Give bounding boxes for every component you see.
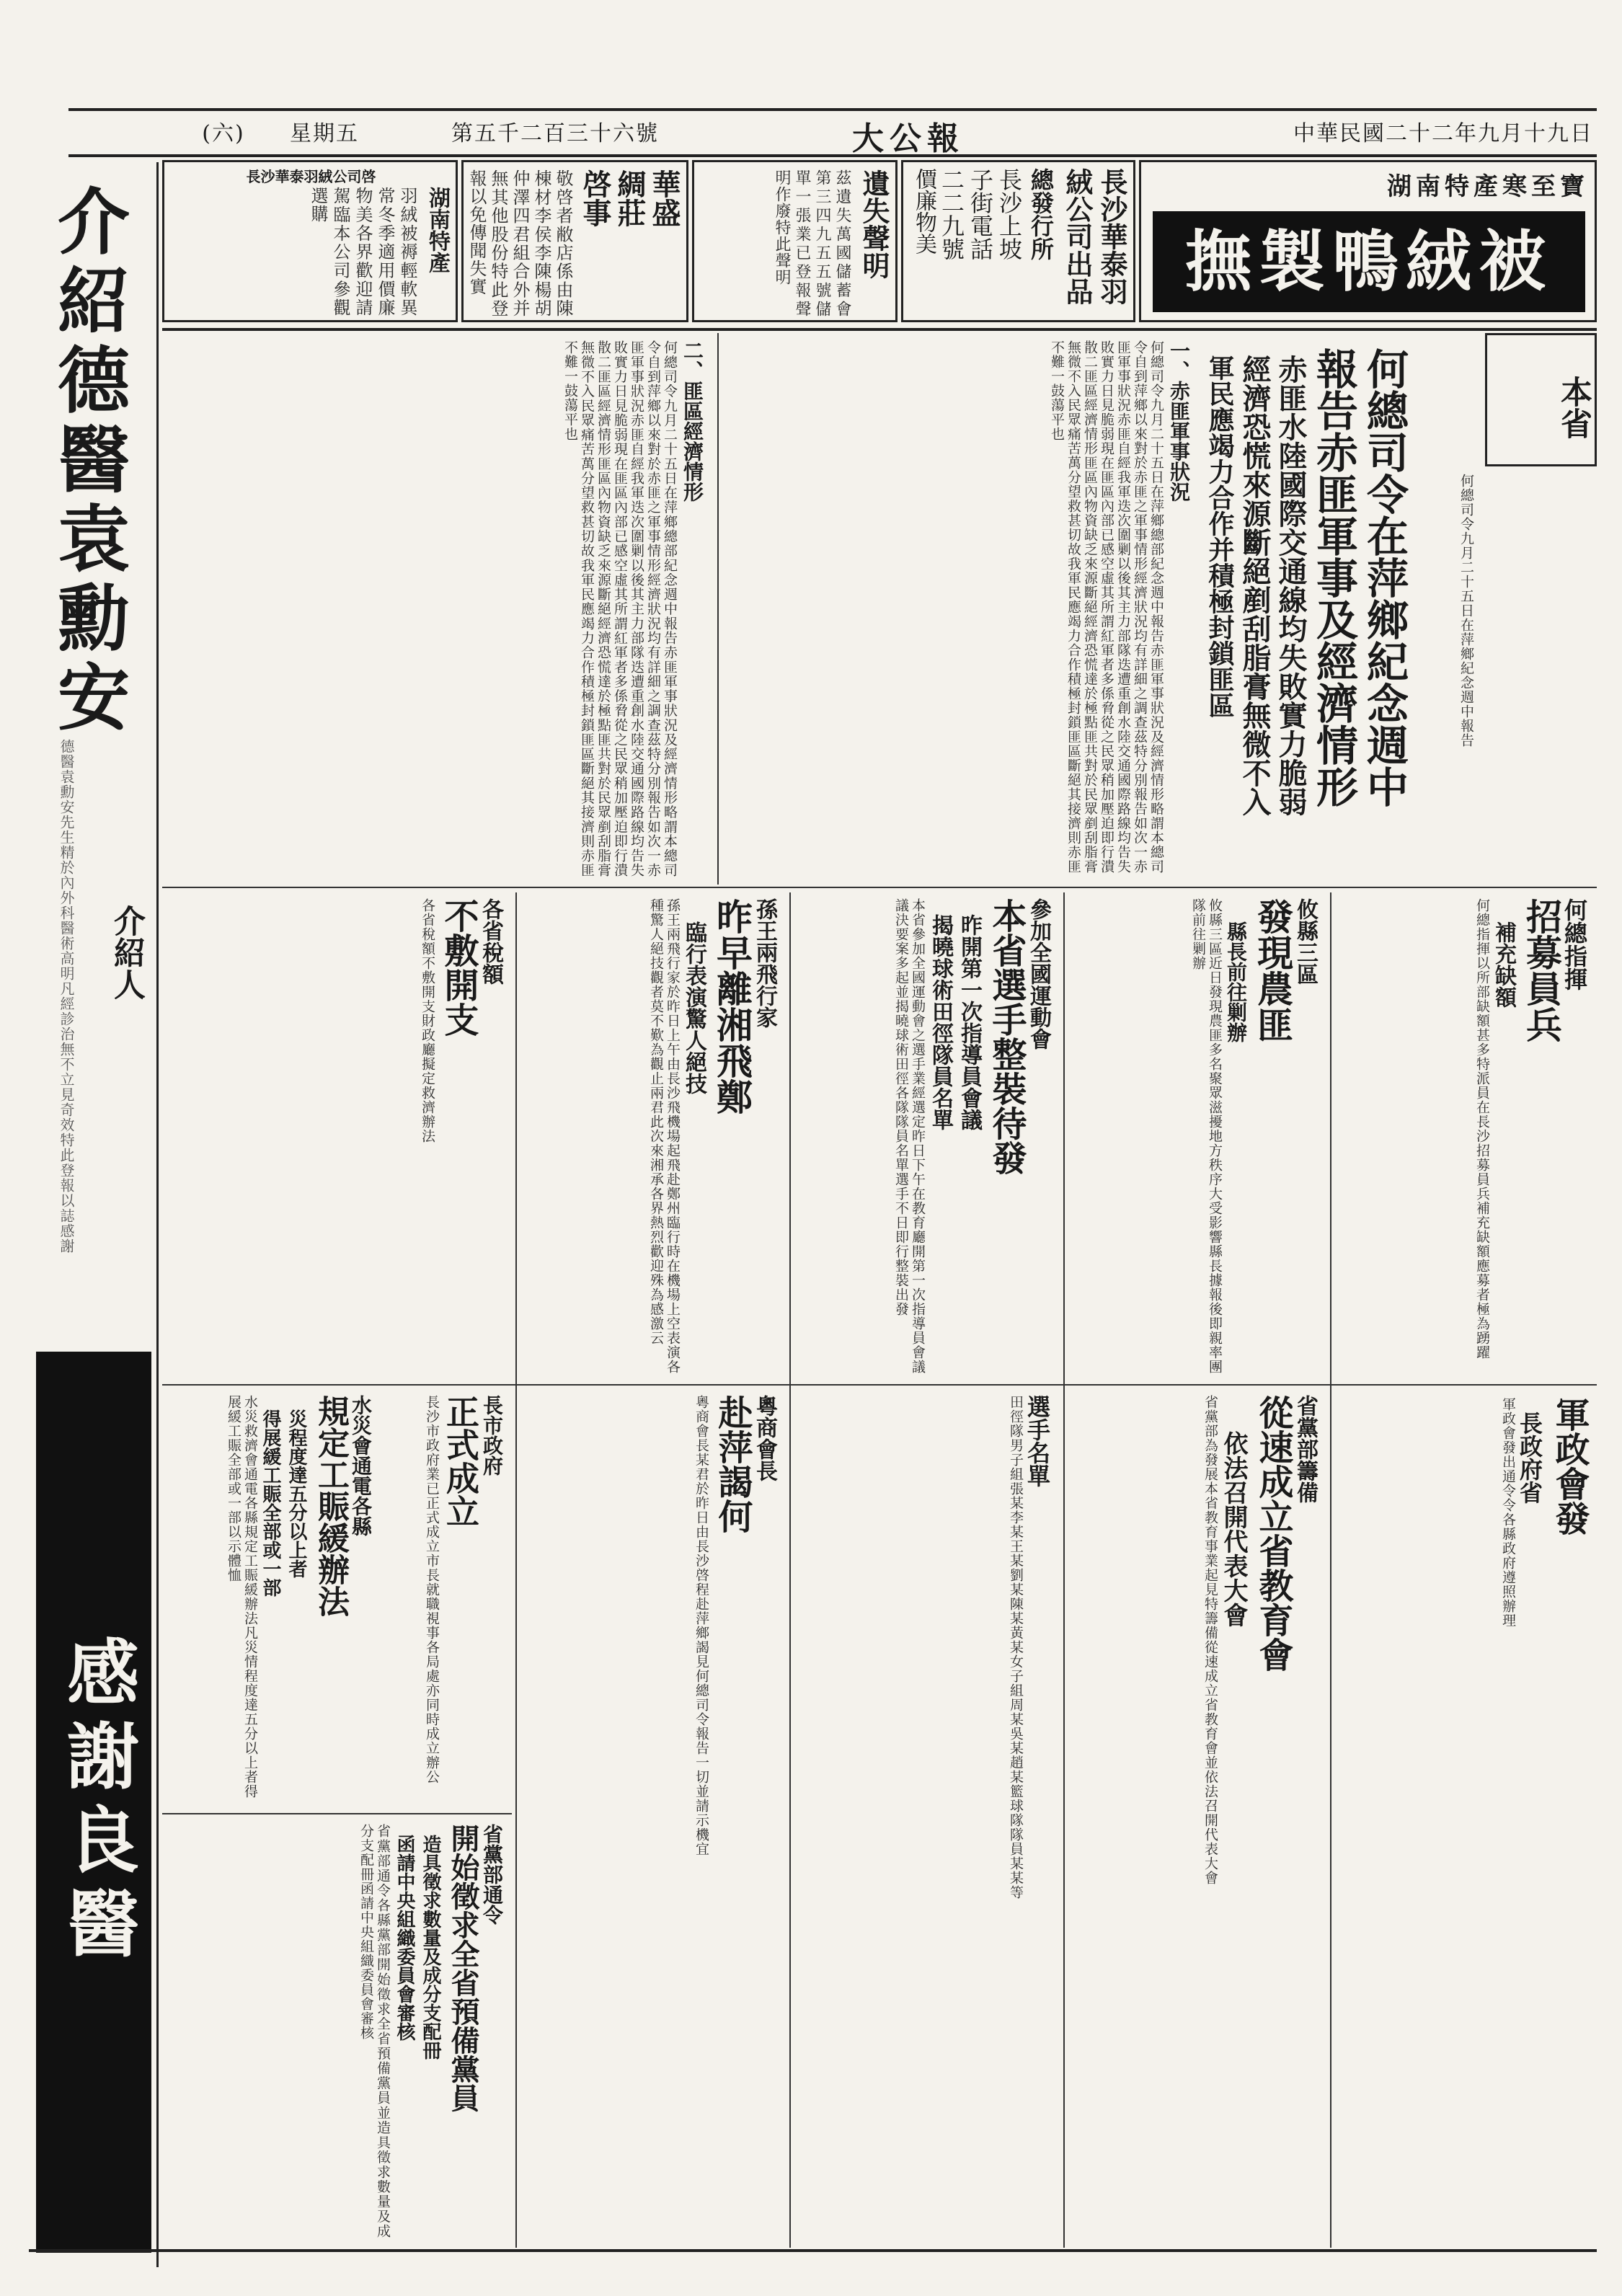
doctor-ad-title: 介紹德醫袁勳安 <box>45 184 130 739</box>
col-c-list-text: 田徑隊男子組張某李某王某劉某陳某黃某女子組周某吳某趙某籃球隊隊員某某等 <box>1008 1395 1024 1900</box>
col-e-story2-text: 軍政會發出通令令各縣政府遵照辦理 <box>1500 1397 1516 1628</box>
lower-story3-sub: 造具徵求數量及成分支配冊 <box>420 1835 441 2060</box>
col-b-story2-headline: 赴萍謁何 <box>712 1395 753 1533</box>
col-rule-c <box>789 892 791 2248</box>
col-d <box>1067 892 1326 1383</box>
col-rule-d <box>1063 892 1065 2248</box>
header-rule-top <box>68 108 1597 111</box>
col-rule-e <box>1330 892 1331 2248</box>
paper-name: 大公報 <box>852 120 965 157</box>
col-e-body: 何總指揮以所部缺額甚多特派員在長沙招募員兵補充缺額應募者極為踴躍 <box>1474 898 1490 1360</box>
col-a-text: 各省稅額不敷開支財政廳擬定救濟辦法 <box>420 898 435 1143</box>
main-headline-2: 報告赤匪軍事及經濟情形 <box>1309 347 1358 807</box>
col-a <box>162 892 512 1383</box>
lost-notice-title: 遺失聲明 <box>858 169 890 279</box>
page-bottom-rule <box>29 2249 1597 2252</box>
huatai-footer: 長沙華泰羽絨公司啓 <box>246 168 376 185</box>
main-story <box>721 333 1597 885</box>
col-e-headline: 招募員兵 <box>1520 898 1563 1042</box>
col-d-story2-kicker: 省黨部籌備 <box>1293 1395 1318 1503</box>
thanks-block: 感謝良醫 <box>36 1352 151 2253</box>
company-line-2: 絨公司出品 <box>1061 168 1094 305</box>
lower-story3-sub2: 函請中央組織委員會審核 <box>394 1835 415 2041</box>
col-b-kicker: 孫王兩飛行家 <box>752 898 777 1028</box>
col-b-headline: 昨早離湘飛鄭 <box>711 898 753 1114</box>
agency-address-1: 長沙上坡 <box>996 168 1023 260</box>
col-b-story2-kicker: 粵商會長 <box>752 1395 777 1481</box>
lost-notice-ad <box>692 160 898 322</box>
col-d-sub: 縣長前往剿辦 <box>1224 921 1248 1042</box>
doctor-ad-column <box>29 162 159 2267</box>
main-sub-1: 赤匪水陸國際交通線均失敗實力脆弱 <box>1274 355 1308 816</box>
lower-story1-kicker: 長市政府 <box>480 1395 504 1476</box>
col-d-story2-headline: 從速成立省教育會 <box>1253 1395 1293 1672</box>
agency-tail-1: 價廉物美 <box>911 168 936 254</box>
main-body-continued: 何總司令九月二十五日在萍鄉總部紀念週中報告赤匪軍事狀況及經濟情形略謂本總司令自到萍鄉以來對於赤匪之軍事情形經濟狀況均有詳細之調查茲特分別報告如次一赤匪軍事狀況赤匪自經我軍迭次圍剿以後其主力部隊迭遭重創水陸交通國際路線均告失敗實力日見脆弱現在匪區內部已感空虛其所謂紅軍者多係脅從之民眾稍加壓迫即行潰散二匪區經濟情形匪區內物資缺乏來源斷絕經濟恐慌達於極點匪共對於民眾剷刮脂膏無微不入民眾痛苦萬分望救甚切故我軍民應竭力合作積極封鎖匪區斷絕其接濟則赤匪不難一鼓蕩平也 <box>562 340 678 877</box>
col-a-kicker: 各省稅額 <box>478 898 503 985</box>
main-body: 何總司令九月二十五日在萍鄉總部紀念週中報告赤匪軍事狀況及經濟情形略謂本總司令自到萍鄉以來對於赤匪之軍事情形經濟狀況均有詳細之調查茲特分別報告如次一赤匪軍事狀況赤匪自經我軍迭次圍剿以後其主力部隊迭遭重創水陸交通國際路線均告失敗實力日見脆弱現在匪區內部已感空虛其所謂紅軍者多係脅從之民眾稍加壓迫即行潰散二匪區經濟情形匪區內物資缺乏來源斷絕經濟恐慌達於極點匪共對於民眾剷刮脂膏無微不入民眾痛苦萬分望救甚切故我軍民應竭力合作積極封鎖匪區斷絕其接濟則赤匪不難一鼓蕩平也 <box>1049 340 1164 874</box>
col-d-kicker: 攸縣三區 <box>1293 898 1318 985</box>
lower-story2-headline: 規定工賑緩辦法 <box>312 1395 349 1617</box>
col-d-story2 <box>1067 1388 1326 2246</box>
col-c-list <box>793 1388 1060 2246</box>
col-b <box>519 892 786 1383</box>
main-kicker: 本省 <box>1485 333 1597 466</box>
band-rule <box>162 328 1597 331</box>
lower-left-block <box>162 1388 512 2246</box>
col-a-headline: 不敷開支 <box>438 898 479 1037</box>
ad-brand-banner: 湖南特產寒至寶 <box>1387 172 1589 201</box>
col-c-body: 本省參加全國運動會之選手業經選定昨日下午在教育廳開第一次指導員會議議決要案多起並揭曉球術田徑各隊隊員名單選手不日即行整裝出發 <box>893 898 926 1374</box>
company-line-1: 長沙華泰羽 <box>1096 168 1128 305</box>
col-c-list-title: 選手名單 <box>1024 1395 1051 1487</box>
col-d-story2-sub: 依法召開代表大會 <box>1219 1431 1248 1627</box>
col-e-story2-headline: 軍政會發 <box>1549 1397 1590 1535</box>
main-headline-1: 何總司令在萍鄉紀念週中 <box>1360 347 1409 807</box>
page-number: (六) <box>202 121 245 146</box>
agency-address-2: 子街電話 <box>967 168 994 260</box>
lost-notice-text: 茲遺失萬國儲蓄會第三四九五五號儲單一張業已登報聲明作廢特此聲明 <box>773 169 851 317</box>
hunan-specialty-ad <box>162 160 458 322</box>
col-c <box>793 892 1060 1383</box>
lower-left-rule <box>162 1813 512 1814</box>
col-b-story2 <box>519 1388 786 2246</box>
huasheng-title-1: 華盛 <box>647 169 681 227</box>
issue-number: 第五千二百三十六號 <box>451 121 659 146</box>
col-rule-b <box>515 892 517 2248</box>
doctor-ad-fine-print: 德醫袁勳安先生精於內外科醫術高明凡經診治無不立見奇效特此登報以誌感謝 <box>58 739 75 1254</box>
col-d-story2-text: 省黨部為發展本省教育事業起見特籌備從速成立省教育會並依法召開代表大會 <box>1202 1395 1218 1885</box>
doctor-ad-subtitle: 介紹人 <box>108 905 145 1000</box>
lower-story2-sub: 災程度達五分以上者 <box>285 1409 307 1578</box>
huasheng-text: 敬啓者敝店係由陳棟材李侯李陳楊胡仲澤四君組合外并無其他股份特此登報以免傳聞失實 <box>466 169 573 317</box>
col-c-sub2: 揭曉球術田徑隊員名單 <box>928 914 953 1130</box>
main-section-1: 一、赤匪軍事狀況 <box>1167 340 1191 502</box>
col-c-headline: 本省選手整裝待發 <box>986 898 1027 1175</box>
agency-label: 總發行所 <box>1027 168 1055 260</box>
col-c-sub: 昨開第一次指導員會議 <box>957 914 982 1130</box>
col-d-body: 攸縣三區近日發現農匪多名聚眾滋擾地方秩序大受影響縣長據報後即親率團隊前往剿辦 <box>1190 898 1223 1374</box>
huatai-company-ad <box>901 160 1135 322</box>
agency-address-3: 二二九號 <box>938 168 965 260</box>
huasheng-title-2: 綢莊 <box>613 169 647 227</box>
lower-story2-sub2: 得展緩工賑全部或一部 <box>260 1409 281 1597</box>
col-e <box>1334 892 1597 2248</box>
weekday: 星期五 <box>290 121 359 146</box>
main-section-2: 二、匪區經濟情形 <box>681 340 704 502</box>
ad-product-name: 撫製鴨絨被 <box>1153 211 1585 312</box>
col-rule-main <box>717 333 719 885</box>
col-b-story2-text: 粵商會長某君於昨日由長沙啓程赴萍鄉謁見何總司令報告一切並請示機宜 <box>693 1395 709 1856</box>
main-story-continued <box>162 333 714 885</box>
col-b-sub: 臨行表演驚人絕技 <box>681 921 706 1094</box>
lower-story3-text: 省黨部通令各縣黨部開始徵求全省預備黨員並造具徵求數量及成分支配冊函請中央組織委員會審核 <box>358 1824 391 2238</box>
col-e-story2-sub: 長政府省 <box>1516 1411 1543 1504</box>
lower-story2-kicker: 水災會通電各縣 <box>349 1395 373 1536</box>
lower-story2-text: 水災救濟會通電各縣規定工賑緩辦法凡災情程度達五分以上者得展緩工賑全部或一部以示體恤 <box>226 1395 258 1799</box>
mid-rule-1 <box>162 887 1597 888</box>
main-sub-3: 軍民應竭力合作并積極封鎖匪區 <box>1205 355 1235 718</box>
hunan-specialty-title: 湖南特產 <box>425 187 450 273</box>
feather-quilt-ad <box>1139 160 1597 322</box>
col-e-sub: 補充缺額 <box>1491 921 1516 1008</box>
lower-story1-text: 長沙市政府業已正式成立市長就職視事各局處亦同時成立辦公 <box>424 1395 440 1784</box>
date-line: 中華民國二十二年九月十九日 <box>1293 121 1593 146</box>
huasheng-notice-ad <box>461 160 688 322</box>
huasheng-title-3: 啓事 <box>578 169 612 227</box>
col-d-headline: 發現農匪 <box>1251 898 1294 1042</box>
lower-story3-kicker: 省黨部通令 <box>480 1824 504 1925</box>
col-e-kicker: 何總指揮 <box>1561 898 1588 990</box>
main-sub-2: 經濟恐慌來源斷絕剷刮脂膏無微不入 <box>1238 355 1272 816</box>
lower-story3-headline: 開始徵求全省預備黨員 <box>446 1824 480 2112</box>
col-c-kicker: 參加全國運動會 <box>1026 898 1051 1050</box>
col-b-body: 孫王兩飛行家於昨日上午由長沙飛機場起飛赴鄭州臨行時在機場上空表演各種驚人絕技觀者莫不歎為觀止兩君此次來湘承各界熱烈歡迎殊為感激云 <box>648 898 681 1374</box>
hunan-specialty-text: 羽絨被褥輕軟異常冬季適用價廉物美各界歡迎請駕臨本公司參觀選購 <box>308 187 417 316</box>
main-dateline: 何總司令九月二十五日在萍鄉紀念週中報告 <box>1458 474 1474 748</box>
lower-story1-headline: 正式成立 <box>441 1395 480 1528</box>
